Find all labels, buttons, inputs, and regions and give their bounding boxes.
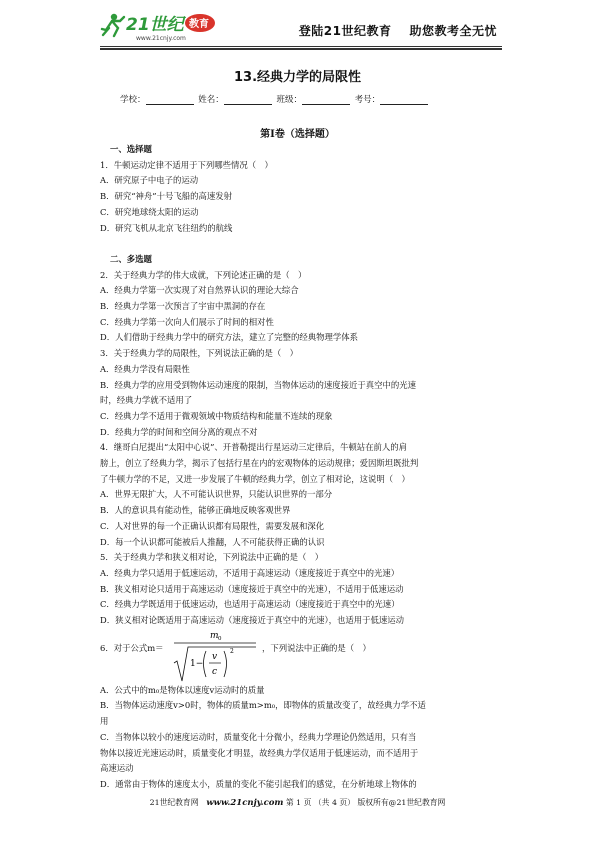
header-rule-thick — [100, 48, 502, 50]
q6-option-c-cont2: 高速运动 — [100, 763, 134, 774]
class-label: 班级： — [276, 95, 302, 105]
formula-numerator-sub: 0 — [218, 635, 222, 642]
footer-right: 第 1 页 （共 4 页） 版权所有@21世纪教育网 — [283, 798, 446, 807]
volume-heading: 第I卷（选择题） — [260, 129, 335, 140]
q1-option-d: D．研究飞机从北京飞往纽约的航线 — [100, 222, 233, 233]
question-body — [100, 142, 500, 793]
q4-stem: 4．继哥白尼提出“太阳中心说”、开普勒提出行星运动三定律后，牛顿站在前人的肩 — [100, 442, 408, 453]
q2-option-d: D．人们借助于经典力学中的研究方法，建立了完整的经典物理学体系 — [100, 332, 358, 343]
left-paren — [204, 651, 207, 677]
formula-c: c — [212, 666, 218, 677]
header-slogan — [281, 22, 497, 39]
slogan-login: 登陆21世纪教育 — [298, 24, 392, 38]
footer-site-link[interactable]: www.21cnjy.com — [206, 798, 284, 808]
q6-option-b-cont: 用 — [100, 716, 109, 727]
slogan-help: 助您教考全无忧 — [409, 24, 497, 38]
right-paren — [224, 651, 227, 677]
q3-option-b-cont: 时，经典力学就不适用了 — [100, 395, 193, 406]
q3-stem: 3．关于经典力学的局限性，下列说法正确的是（ ） — [100, 348, 298, 359]
class-blank — [302, 95, 350, 105]
q6-stem-lead: 6．对于公式m＝ — [100, 642, 164, 653]
q3-option-b: B．经典力学的应用受到物体运动速度的限制，当物体运动的速度接近于真空中的光速 — [100, 379, 417, 390]
q1-option-a: A．研究原子中电子的运动 — [100, 175, 199, 186]
q1-option-b: B．研究“神舟”十号飞船的高速发射 — [100, 191, 232, 202]
svg-text:www.21cnjy.com: www.21cnjy.com — [136, 35, 186, 42]
name-blank — [224, 95, 272, 105]
q4-option-d: D．每一个认识都可能被后人推翻，人不可能获得正确的认识 — [100, 536, 325, 547]
header-rule — [100, 46, 502, 47]
formula-numerator: m — [210, 630, 219, 641]
q5-option-b: B．狭义相对论只适用于高速运动（速度接近于真空中的光速），不适用于低速运动 — [100, 583, 404, 594]
exam-no-blank — [380, 95, 428, 105]
q6-option-a: A．公式中的m₀是物体以速度v运动时的质量 — [100, 684, 265, 695]
q4-option-c: C．人对世界的每一个正确认识都有局限性，需要发展和深化 — [100, 520, 325, 531]
spacer — [100, 236, 500, 252]
document-title: 13.经典力学的局限性 — [233, 70, 362, 85]
q6-option-c: C．当物体以较小的速度运动时，质量变化十分微小，经典力学理论仍然适用，只有当 — [100, 731, 417, 742]
q1-option-c: C．研究地球绕太阳的运动 — [100, 206, 199, 217]
q5-stem: 5．关于经典力学和狭义相对论，下列说法中正确的是（ ） — [100, 552, 324, 563]
svg-text:教育: 教育 — [189, 19, 209, 30]
21cnjy-logo — [100, 8, 220, 48]
student-info-line — [120, 93, 430, 105]
logo-mark: 21世纪 — [126, 15, 184, 35]
school-blank — [146, 95, 194, 105]
runner-icon — [102, 14, 124, 36]
exam-no-label: 考号： — [354, 95, 381, 105]
q5-option-c: C．经典力学既适用于低速运动，也适用于高速运动（速度接近于真空中的光速） — [100, 599, 400, 610]
q5-option-a: A．经典力学只适用于低速运动，不适用于高速运动（速度接近于真空中的光速） — [100, 567, 400, 578]
q6-option-c-cont: 物体以接近光速运动时，质量变化才明显，故经典力学仅适用于低速运动，而不适用于 — [100, 747, 419, 758]
q3-option-a: A．经典力学没有局限性 — [100, 363, 190, 374]
q2-option-a: A．经典力学第一次实现了对自然界认识的理论大综合 — [100, 285, 299, 296]
q1-stem: 1．牛顿运动定律不适用于下列哪些情况（ ） — [100, 159, 273, 170]
section-multi-choice: 二、多选题 — [110, 253, 152, 264]
q4-option-b: B．人的意识具有能动性，能够正确地反映客观世界 — [100, 505, 291, 516]
q6-option-b: B．当物体运动速度v>0时，物体的质量m>m₀，即物体的质量改变了，故经典力学不适 — [100, 700, 426, 711]
section-single-choice: 一、选择题 — [110, 144, 152, 154]
q2-option-c: C．经典力学第一次向人们展示了时间的相对性 — [100, 316, 274, 327]
q4-stem-cont2: 了牛顿力学的不足，又进一步发展了牛顿的经典力学，创立了相对论，这说明（ ） — [100, 473, 410, 484]
q6-stem-trail: ，下列说法中正确的是（ ） — [262, 642, 371, 653]
q4-stem-cont: 膀上，创立了经典力学，揭示了包括行星在内的宏观物体的运动规律；爱因斯坦既批判 — [100, 458, 419, 469]
q3-option-c: C．经典力学不适用于微观领域中物质结构和能量不连续的现象 — [100, 410, 333, 421]
q2-option-b: B．经典力学第一次预言了宇宙中黑洞的存在 — [100, 301, 266, 312]
q3-option-d: D．经典力学的时间和空间分离的观点不对 — [100, 426, 258, 437]
q2-stem: 2．关于经典力学的伟大成就，下列论述正确的是（ ） — [100, 269, 307, 280]
formula-v: v — [212, 651, 218, 662]
q6-option-d: D．通常由于物体的速度太小，质量的变化不能引起我们的感觉，在分析地球上物体的 — [100, 779, 417, 789]
formula-exponent: 2 — [230, 647, 234, 655]
relativistic-mass-formula — [168, 625, 260, 685]
page-footer — [0, 797, 595, 808]
q4-option-a: A．世界无限扩大，人不可能认识世界，只能认识世界的一部分 — [100, 489, 333, 500]
q5-option-d: D．狭义相对论既适用于高速运动（速度接近于真空中的光速），也适用于低速运动 — [100, 615, 405, 626]
school-label: 学校： — [120, 95, 146, 105]
q6-stem — [100, 631, 500, 679]
footer-left: 21世纪教育网 — [149, 798, 207, 807]
formula-one-minus: 1− — [190, 658, 204, 669]
page-header — [0, 0, 595, 52]
name-label: 姓名： — [198, 95, 224, 105]
